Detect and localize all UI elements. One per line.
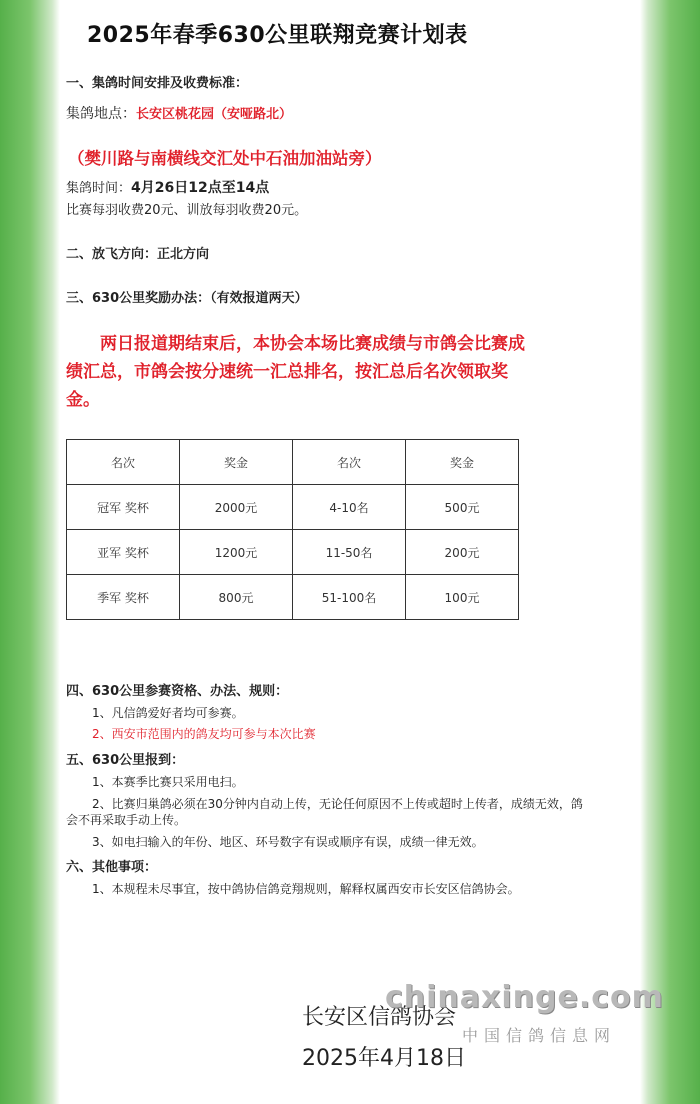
watermark-site: chinaxinge.com <box>385 980 664 1015</box>
section-3-heading: 三、630公里奖励办法：（有效报道两天） <box>66 291 308 306</box>
table-cell: 500元 <box>406 485 519 530</box>
table-row <box>67 575 519 620</box>
table-cell: 1200元 <box>180 530 293 575</box>
watermark-name: 中国信鸽信息网 <box>462 1026 617 1045</box>
table-row <box>67 485 519 530</box>
document-page <box>60 0 640 1104</box>
table-cell: 100元 <box>406 575 519 620</box>
list-item: 1、本规程未尽事宜，按中鸽协信鸽竞翔规则，解释权属西安市长安区信鸽协会。 <box>92 882 520 896</box>
location-detail: （樊川路与南横线交汇处中石油加油站旁） <box>68 149 382 168</box>
location-label: 集鸽地点： <box>66 106 136 122</box>
fee-text: 比赛每羽收费20元、训放每羽收费20元。 <box>66 203 308 218</box>
table-cell: 51-100名 <box>293 575 406 620</box>
list-item: 1、凡信鸽爱好者均可参赛。 <box>92 706 244 720</box>
time-value: 4月26日12点至14点 <box>131 180 270 196</box>
section-5-heading: 五、630公里报到： <box>66 753 185 768</box>
table-cell: 2000元 <box>180 485 293 530</box>
table-header-cell: 奖金 <box>406 440 519 485</box>
table-header-cell: 名次 <box>293 440 406 485</box>
signature-date: 2025年4月18日 <box>302 1046 466 1071</box>
location-line <box>66 103 292 123</box>
section-4-heading: 四、630公里参赛资格、办法、规则： <box>66 684 289 699</box>
prize-table <box>66 439 519 620</box>
list-item: 3、如电扫输入的年份、地区、环号数字有误或顺序有误，成绩一律无效。 <box>92 835 484 849</box>
list-item: 2、比赛归巢鸽必须在30分钟内自动上传，无论任何原因不上传或超时上传者，成绩无效，鸽 <box>92 797 583 811</box>
list-item: 2、西安市范围内的鸽友均可参与本次比赛 <box>92 727 316 741</box>
time-label: 集鸽时间： <box>66 181 132 196</box>
table-header-cell: 名次 <box>67 440 180 485</box>
table-header-row <box>67 440 519 485</box>
section-1-heading: 一、集鸽时间安排及收费标准： <box>66 76 249 91</box>
table-cell: 季军 奖杯 <box>67 575 180 620</box>
table-cell: 4-10名 <box>293 485 406 530</box>
page-title: 2025年春季630公里联翔竞赛计划表 <box>87 23 468 48</box>
reward-paragraph: 两日报道期结束后，本协会本场比赛成绩与市鸽会比赛成绩汇总，市鸽会按分速统一汇总排名，按汇总后名次领取奖金。 <box>66 334 525 410</box>
table-cell: 11-50名 <box>293 530 406 575</box>
table-cell: 200元 <box>406 530 519 575</box>
table-cell: 冠军 奖杯 <box>67 485 180 530</box>
table-row <box>67 530 519 575</box>
list-item-continued: 会不再采取手动上传。 <box>66 813 187 827</box>
section-2-heading: 二、放飞方向：正北方向 <box>66 247 210 262</box>
section-6-heading: 六、其他事项： <box>66 860 158 875</box>
table-cell: 亚军 奖杯 <box>67 530 180 575</box>
list-item: 1、本赛季比赛只采用电扫。 <box>92 775 244 789</box>
signature-org: 长安区信鸽协会 <box>302 1005 457 1030</box>
table-header-cell: 奖金 <box>180 440 293 485</box>
table-cell: 800元 <box>180 575 293 620</box>
time-line <box>66 177 269 197</box>
location-value: 长安区桃花园（安哑路北） <box>136 107 293 122</box>
